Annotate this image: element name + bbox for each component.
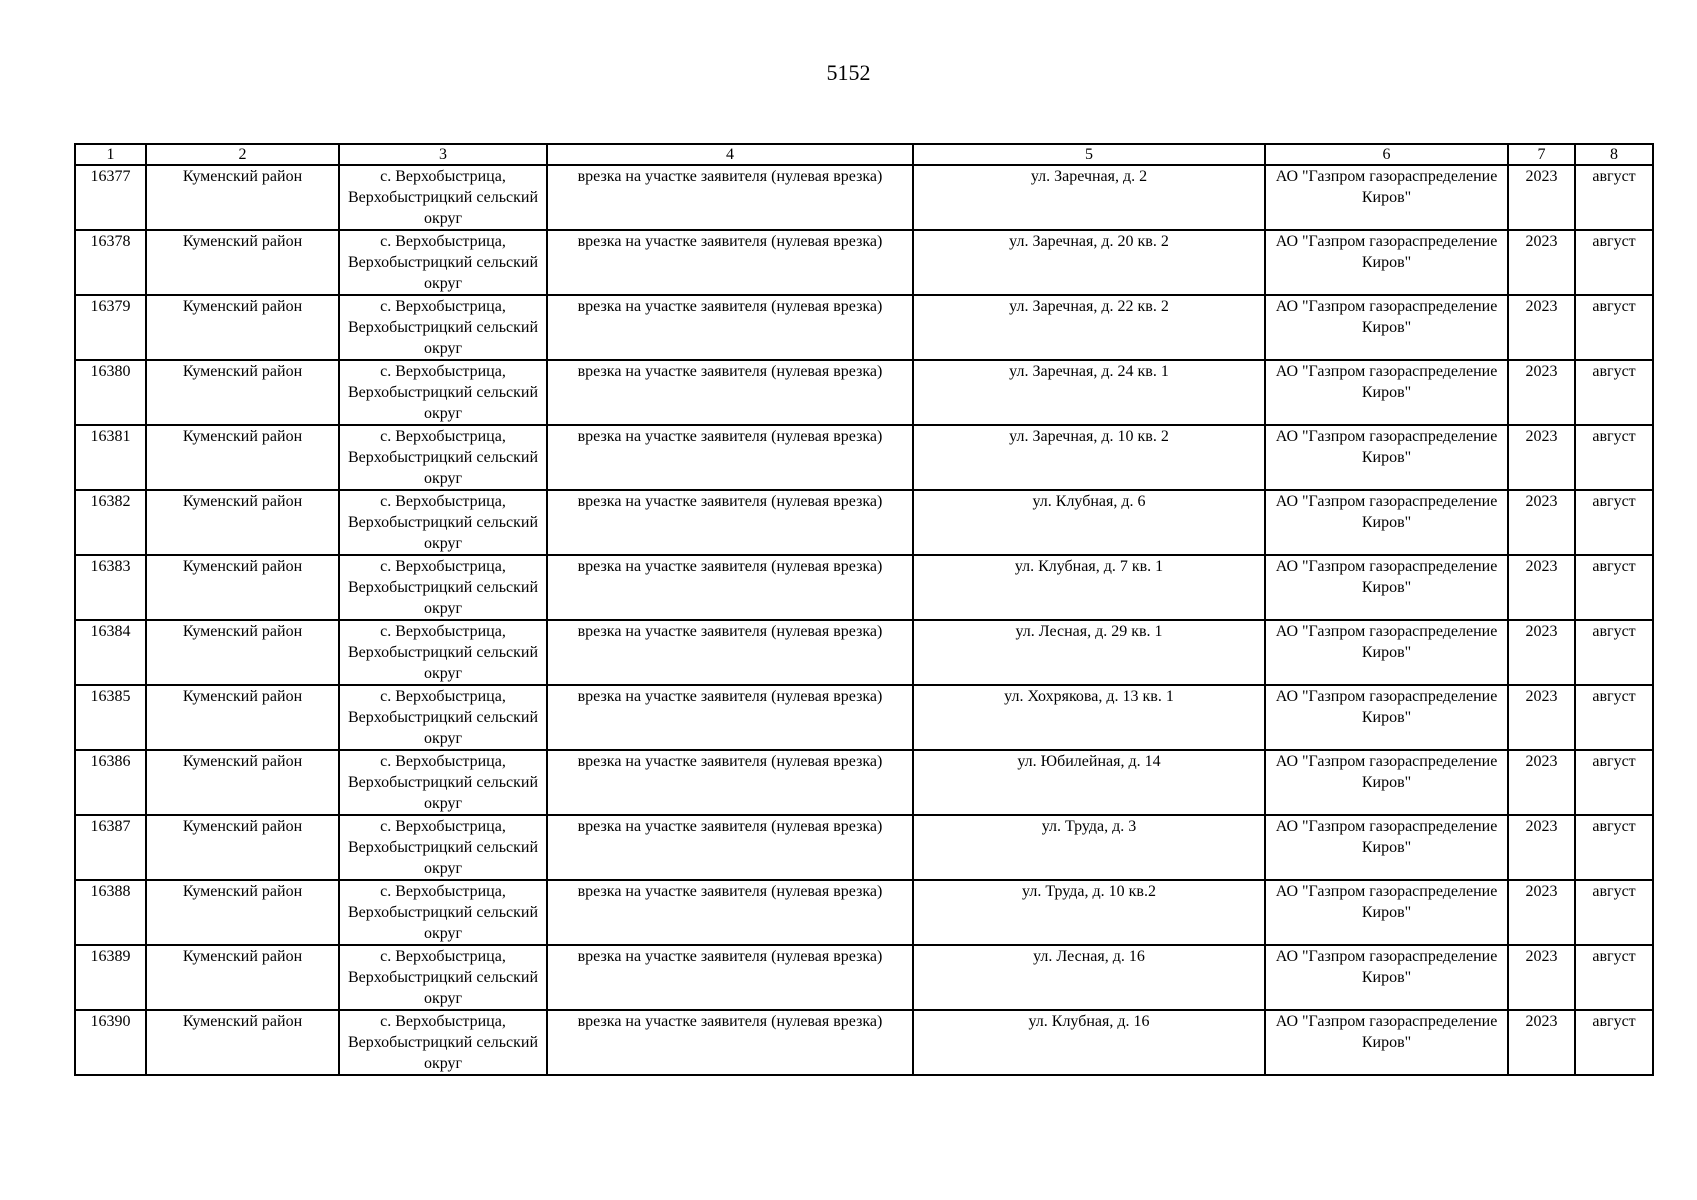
address-cell: ул. Лесная, д. 16: [913, 945, 1265, 1010]
row-number-cell: 16380: [75, 360, 146, 425]
month-cell: август: [1575, 490, 1653, 555]
table-row: [75, 945, 1653, 1010]
district-cell: Куменский район: [146, 685, 339, 750]
connection-type-cell: врезка на участке заявителя (нулевая врезка): [547, 880, 913, 945]
row-number-cell: 16388: [75, 880, 146, 945]
address-cell: ул. Юбилейная, д. 14: [913, 750, 1265, 815]
address-cell: ул. Лесная, д. 29 кв. 1: [913, 620, 1265, 685]
organization-cell: АО "Газпром газораспределение Киров": [1265, 360, 1508, 425]
organization-cell: АО "Газпром газораспределение Киров": [1265, 685, 1508, 750]
column-header: 8: [1575, 144, 1653, 165]
address-cell: ул. Заречная, д. 22 кв. 2: [913, 295, 1265, 360]
month-cell: август: [1575, 880, 1653, 945]
settlement-cell: с. Верхобыстрица, Верхобыстрицкий сельский округ: [339, 880, 547, 945]
column-header: 1: [75, 144, 146, 165]
district-cell: Куменский район: [146, 945, 339, 1010]
row-number-cell: 16386: [75, 750, 146, 815]
address-cell: ул. Клубная, д. 6: [913, 490, 1265, 555]
organization-cell: АО "Газпром газораспределение Киров": [1265, 815, 1508, 880]
year-cell: 2023: [1508, 750, 1575, 815]
settlement-cell: с. Верхобыстрица, Верхобыстрицкий сельский округ: [339, 490, 547, 555]
table-header: [75, 144, 1653, 165]
settlement-cell: с. Верхобыстрица, Верхобыстрицкий сельский округ: [339, 945, 547, 1010]
address-cell: ул. Хохрякова, д. 13 кв. 1: [913, 685, 1265, 750]
organization-cell: АО "Газпром газораспределение Киров": [1265, 425, 1508, 490]
column-header: 2: [146, 144, 339, 165]
district-cell: Куменский район: [146, 165, 339, 230]
month-cell: август: [1575, 555, 1653, 620]
district-cell: Куменский район: [146, 1010, 339, 1075]
month-cell: август: [1575, 230, 1653, 295]
table-row: [75, 165, 1653, 230]
connection-type-cell: врезка на участке заявителя (нулевая врезка): [547, 945, 913, 1010]
settlement-cell: с. Верхобыстрица, Верхобыстрицкий сельский округ: [339, 360, 547, 425]
district-cell: Куменский район: [146, 620, 339, 685]
district-cell: Куменский район: [146, 425, 339, 490]
table-row: [75, 620, 1653, 685]
connection-type-cell: врезка на участке заявителя (нулевая врезка): [547, 555, 913, 620]
table-row: [75, 295, 1653, 360]
settlement-cell: с. Верхобыстрица, Верхобыстрицкий сельский округ: [339, 165, 547, 230]
settlement-cell: с. Верхобыстрица, Верхобыстрицкий сельский округ: [339, 230, 547, 295]
address-cell: ул. Заречная, д. 24 кв. 1: [913, 360, 1265, 425]
table-row: [75, 1010, 1653, 1075]
connection-type-cell: врезка на участке заявителя (нулевая врезка): [547, 685, 913, 750]
row-number-cell: 16385: [75, 685, 146, 750]
row-number-cell: 16390: [75, 1010, 146, 1075]
connection-type-cell: врезка на участке заявителя (нулевая врезка): [547, 425, 913, 490]
year-cell: 2023: [1508, 620, 1575, 685]
column-header: 4: [547, 144, 913, 165]
district-cell: Куменский район: [146, 815, 339, 880]
row-number-cell: 16382: [75, 490, 146, 555]
month-cell: август: [1575, 360, 1653, 425]
year-cell: 2023: [1508, 685, 1575, 750]
page-number: 5152: [826, 60, 871, 85]
year-cell: 2023: [1508, 425, 1575, 490]
month-cell: август: [1575, 425, 1653, 490]
connection-type-cell: врезка на участке заявителя (нулевая врезка): [547, 750, 913, 815]
month-cell: август: [1575, 815, 1653, 880]
settlement-cell: с. Верхобыстрица, Верхобыстрицкий сельский округ: [339, 685, 547, 750]
address-cell: ул. Заречная, д. 20 кв. 2: [913, 230, 1265, 295]
month-cell: август: [1575, 165, 1653, 230]
column-header: 3: [339, 144, 547, 165]
month-cell: август: [1575, 685, 1653, 750]
organization-cell: АО "Газпром газораспределение Киров": [1265, 945, 1508, 1010]
table-row: [75, 555, 1653, 620]
district-cell: Куменский район: [146, 880, 339, 945]
organization-cell: АО "Газпром газораспределение Киров": [1265, 555, 1508, 620]
connection-type-cell: врезка на участке заявителя (нулевая врезка): [547, 295, 913, 360]
settlement-cell: с. Верхобыстрица, Верхобыстрицкий сельский округ: [339, 620, 547, 685]
district-cell: Куменский район: [146, 555, 339, 620]
connection-type-cell: врезка на участке заявителя (нулевая врезка): [547, 620, 913, 685]
column-header: 5: [913, 144, 1265, 165]
table-row: [75, 750, 1653, 815]
month-cell: август: [1575, 945, 1653, 1010]
address-cell: ул. Клубная, д. 7 кв. 1: [913, 555, 1265, 620]
organization-cell: АО "Газпром газораспределение Киров": [1265, 230, 1508, 295]
table-row: [75, 490, 1653, 555]
organization-cell: АО "Газпром газораспределение Киров": [1265, 1010, 1508, 1075]
month-cell: август: [1575, 295, 1653, 360]
row-number-cell: 16384: [75, 620, 146, 685]
row-number-cell: 16381: [75, 425, 146, 490]
month-cell: август: [1575, 620, 1653, 685]
row-number-cell: 16383: [75, 555, 146, 620]
organization-cell: АО "Газпром газораспределение Киров": [1265, 295, 1508, 360]
connection-type-cell: врезка на участке заявителя (нулевая врезка): [547, 1010, 913, 1075]
table-row: [75, 685, 1653, 750]
row-number-cell: 16387: [75, 815, 146, 880]
header-row: [75, 144, 1653, 165]
year-cell: 2023: [1508, 490, 1575, 555]
year-cell: 2023: [1508, 815, 1575, 880]
year-cell: 2023: [1508, 230, 1575, 295]
column-header: 7: [1508, 144, 1575, 165]
table-row: [75, 815, 1653, 880]
address-cell: ул. Заречная, д. 10 кв. 2: [913, 425, 1265, 490]
district-cell: Куменский район: [146, 360, 339, 425]
connection-type-cell: врезка на участке заявителя (нулевая врезка): [547, 165, 913, 230]
table-body: [75, 165, 1653, 1075]
table-row: [75, 880, 1653, 945]
district-cell: Куменский район: [146, 490, 339, 555]
settlement-cell: с. Верхобыстрица, Верхобыстрицкий сельский округ: [339, 555, 547, 620]
address-cell: ул. Клубная, д. 16: [913, 1010, 1265, 1075]
organization-cell: АО "Газпром газораспределение Киров": [1265, 880, 1508, 945]
address-cell: ул. Труда, д. 3: [913, 815, 1265, 880]
connection-type-cell: врезка на участке заявителя (нулевая врезка): [547, 490, 913, 555]
organization-cell: АО "Газпром газораспределение Киров": [1265, 165, 1508, 230]
connection-type-cell: врезка на участке заявителя (нулевая врезка): [547, 360, 913, 425]
table-row: [75, 425, 1653, 490]
row-number-cell: 16377: [75, 165, 146, 230]
settlement-cell: с. Верхобыстрица, Верхобыстрицкий сельский округ: [339, 1010, 547, 1075]
connection-type-cell: врезка на участке заявителя (нулевая врезка): [547, 230, 913, 295]
organization-cell: АО "Газпром газораспределение Киров": [1265, 490, 1508, 555]
settlement-cell: с. Верхобыстрица, Верхобыстрицкий сельский округ: [339, 750, 547, 815]
address-cell: ул. Заречная, д. 2: [913, 165, 1265, 230]
district-cell: Куменский район: [146, 750, 339, 815]
district-cell: Куменский район: [146, 230, 339, 295]
settlement-cell: с. Верхобыстрица, Верхобыстрицкий сельский округ: [339, 815, 547, 880]
column-header: 6: [1265, 144, 1508, 165]
gasification-table: [74, 143, 1654, 1076]
month-cell: август: [1575, 750, 1653, 815]
table-row: [75, 230, 1653, 295]
row-number-cell: 16379: [75, 295, 146, 360]
settlement-cell: с. Верхобыстрица, Верхобыстрицкий сельский округ: [339, 295, 547, 360]
year-cell: 2023: [1508, 945, 1575, 1010]
year-cell: 2023: [1508, 360, 1575, 425]
month-cell: август: [1575, 1010, 1653, 1075]
district-cell: Куменский район: [146, 295, 339, 360]
year-cell: 2023: [1508, 165, 1575, 230]
organization-cell: АО "Газпром газораспределение Киров": [1265, 620, 1508, 685]
settlement-cell: с. Верхобыстрица, Верхобыстрицкий сельский округ: [339, 425, 547, 490]
table-row: [75, 360, 1653, 425]
year-cell: 2023: [1508, 880, 1575, 945]
connection-type-cell: врезка на участке заявителя (нулевая врезка): [547, 815, 913, 880]
year-cell: 2023: [1508, 555, 1575, 620]
address-cell: ул. Труда, д. 10 кв.2: [913, 880, 1265, 945]
year-cell: 2023: [1508, 295, 1575, 360]
organization-cell: АО "Газпром газораспределение Киров": [1265, 750, 1508, 815]
year-cell: 2023: [1508, 1010, 1575, 1075]
row-number-cell: 16389: [75, 945, 146, 1010]
row-number-cell: 16378: [75, 230, 146, 295]
